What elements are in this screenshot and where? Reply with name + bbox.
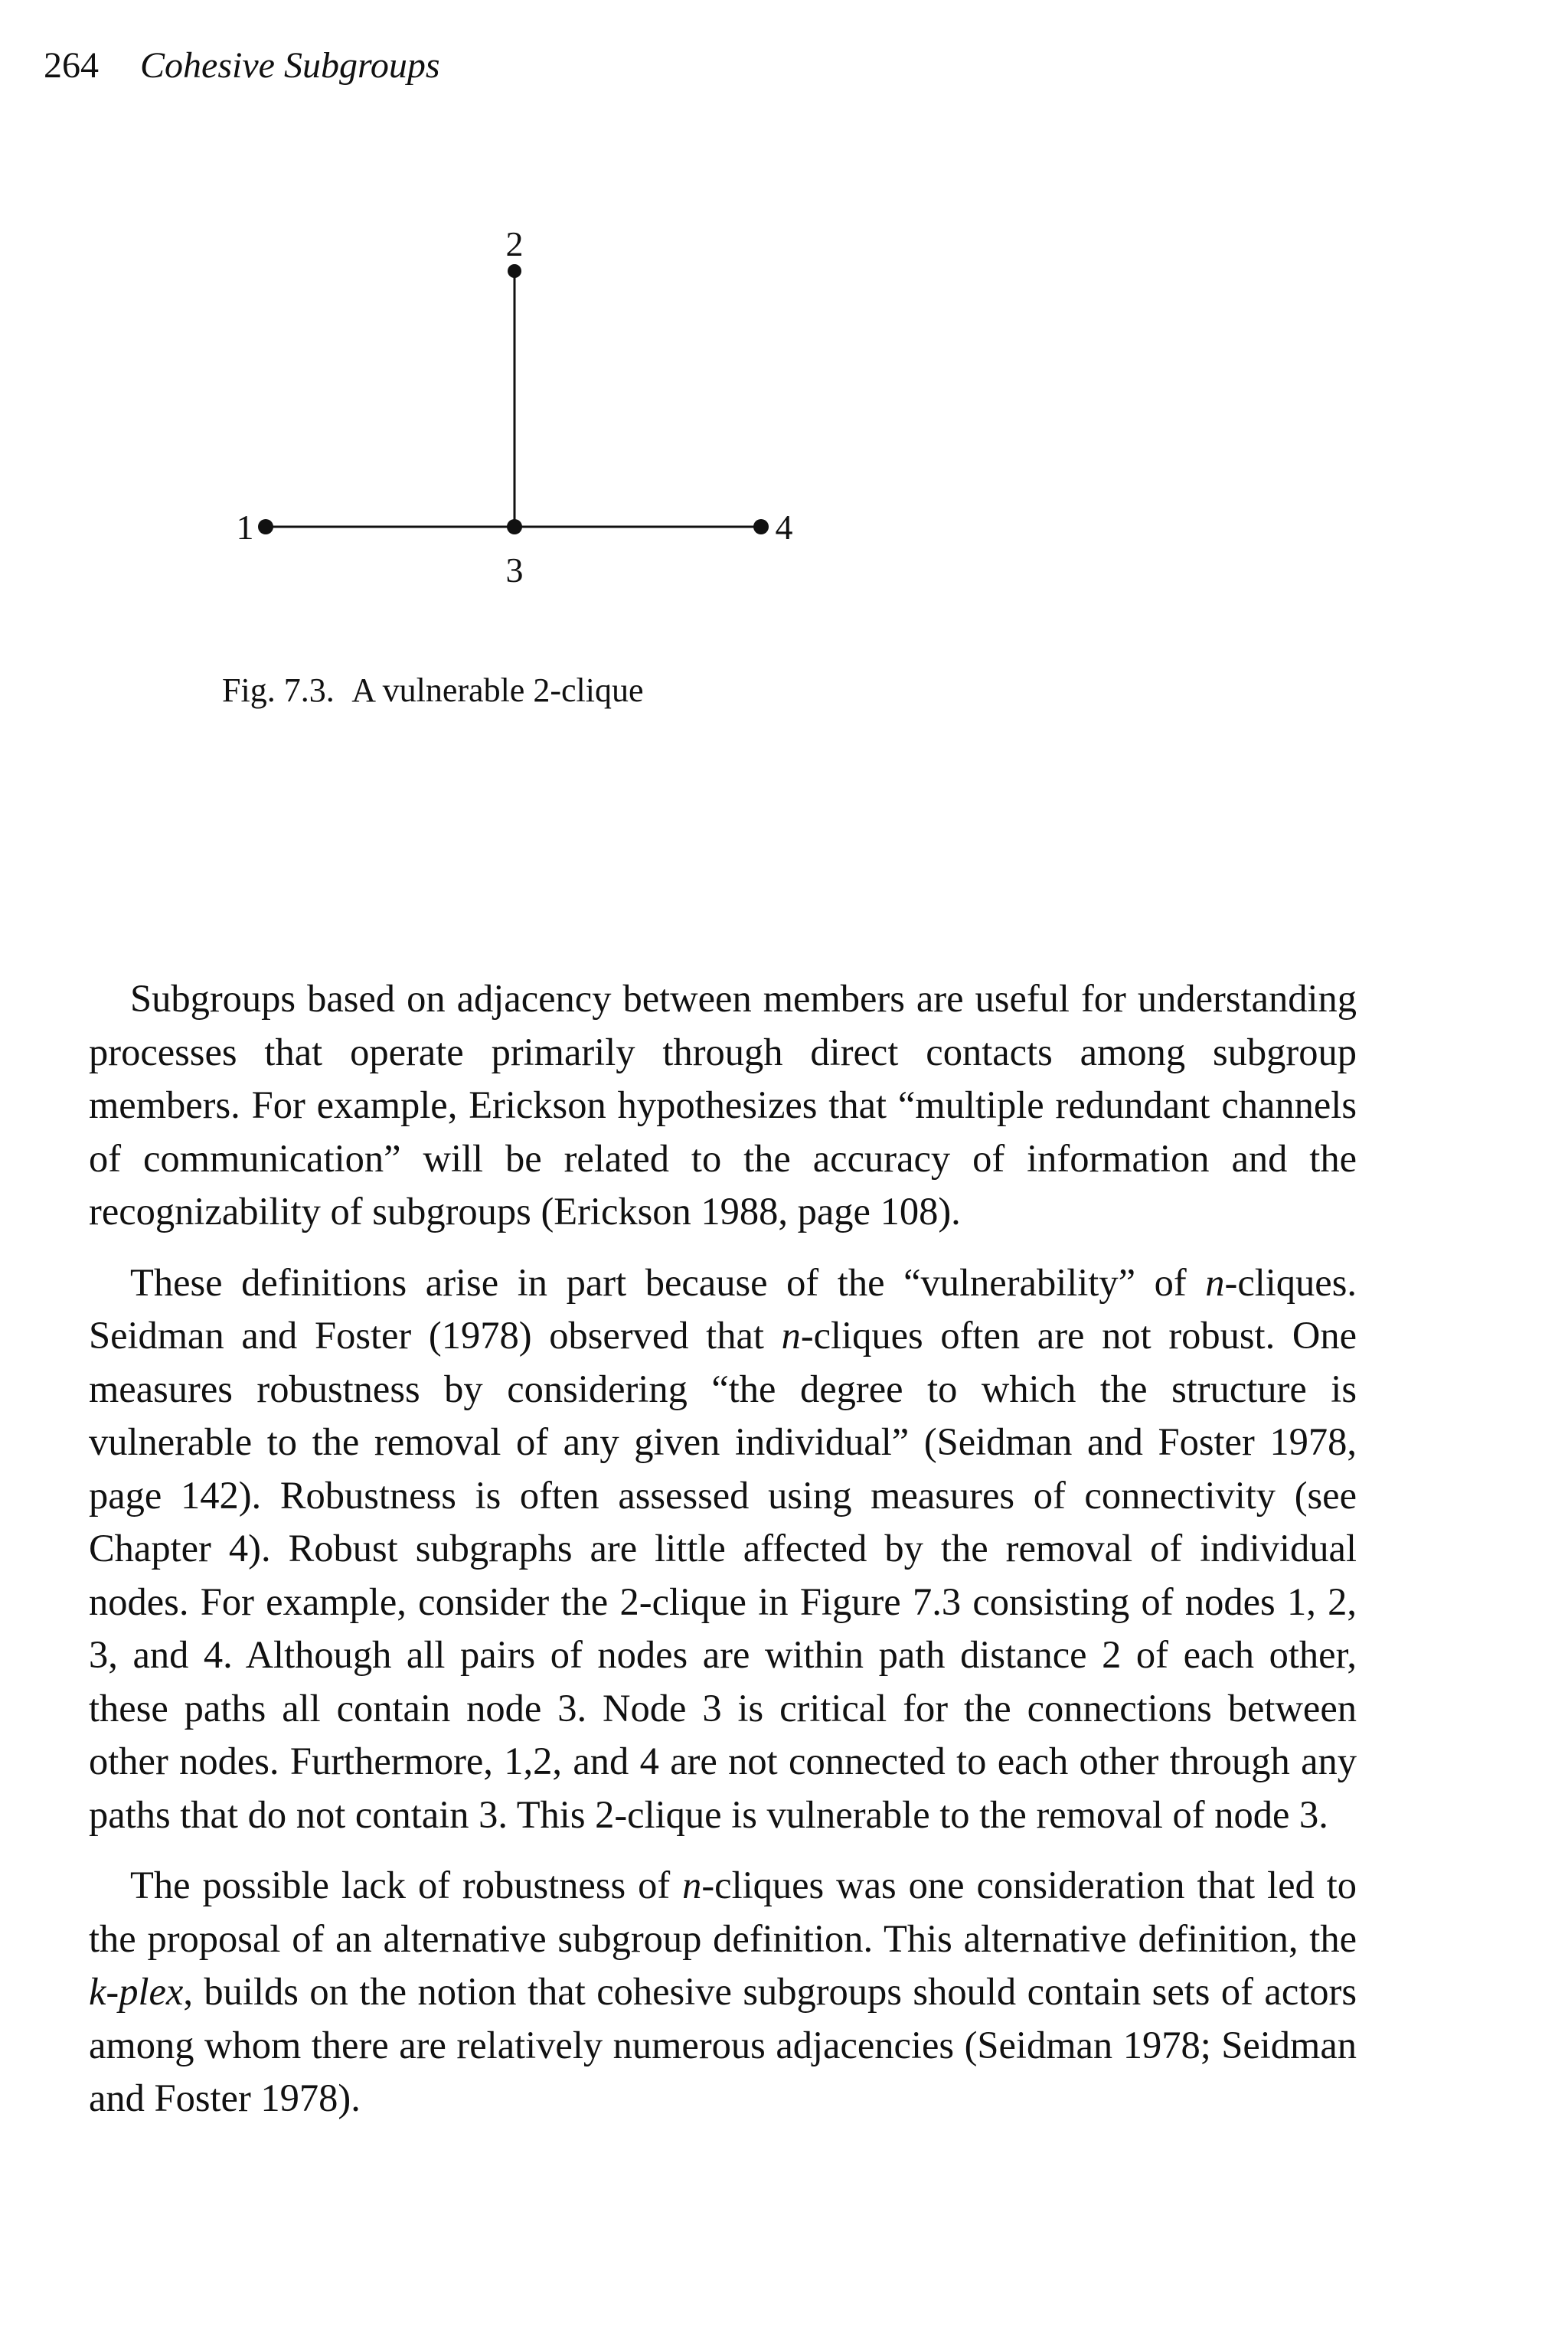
- p3-segment-b: -cliques was one consideration that led to the proposal of an alternative subgroup definition. This alternative definition, the: [89, 1864, 1357, 1960]
- caption-number: Fig. 7.3.: [222, 671, 335, 709]
- node-1: [258, 519, 273, 534]
- figure-caption: [222, 671, 644, 709]
- p2-italic-n-1: n: [1205, 1260, 1225, 1304]
- p2-italic-n-2: n: [781, 1314, 801, 1357]
- body-text: [89, 972, 1357, 2125]
- network-graph: [191, 222, 880, 620]
- page-number: 264: [44, 45, 99, 86]
- paragraph-1: Subgroups based on adjacency between members are useful for understanding processes that operate primarily through direct contacts among subgroup members. For example, Erickson hypothesizes that “multiple redundant channels of communication” will be related to the accuracy of information and the recognizability of subgroups (Erickson 1988, page 108).: [89, 977, 1357, 1233]
- p2-segment-c: -cliques often are not robust. One measures robustness by considering “the degree to which the structure is vulnerable to the removal of any given individual” (Seidman and Foster 1978, page 142). Robustness is often assessed using measures of connectivity (see Chapter 4). Robust subgraphs are little affected by the removal of individual nodes. For example, consider the 2-clique in Figure 7.3 consisting of nodes 1, 2, 3, and 4. Although all pairs of nodes are within path distance 2 of each other, these paths all contain node 3. Node 3 is critical for the connections between other nodes. Furthermore, 1,2, and 4 are not connected to each other through any paths that do not contain 3. This 2-clique is vulnerable to the removal of node 3.: [89, 1314, 1357, 1836]
- node-4: [753, 519, 769, 534]
- running-head: [44, 47, 440, 84]
- p3-segment-a: The possible lack of robustness of: [130, 1864, 683, 1906]
- node-label-1: 1: [236, 508, 254, 547]
- paragraph-2: [89, 1256, 1357, 1842]
- node-2: [508, 264, 521, 278]
- node-label-2: 2: [505, 224, 524, 263]
- node-3: [507, 519, 522, 534]
- p2-segment-a: These definitions arise in part because of the “vulnerability” of: [130, 1260, 1206, 1304]
- node-label-4: 4: [775, 508, 793, 547]
- p3-italic-n: n: [682, 1864, 702, 1906]
- p3-italic-k-plex: k-plex: [89, 1970, 184, 2013]
- paragraph-3: [89, 1859, 1357, 2125]
- p2-segment-b: -​cliques. Seidman and Foster (1978) observed that: [89, 1260, 1357, 1357]
- figure-7-3: [191, 222, 880, 620]
- node-label-3: 3: [505, 551, 524, 590]
- p3-segment-c: , builds on the notion that cohesive subgroups should contain sets of actors among whom there are relatively numerous adjacencies (Seidman 1978; Seidman and Foster 1978).: [89, 1970, 1357, 2119]
- caption-text: A vulnerable 2-clique: [351, 671, 644, 709]
- running-title: Cohesive Subgroups: [140, 45, 440, 86]
